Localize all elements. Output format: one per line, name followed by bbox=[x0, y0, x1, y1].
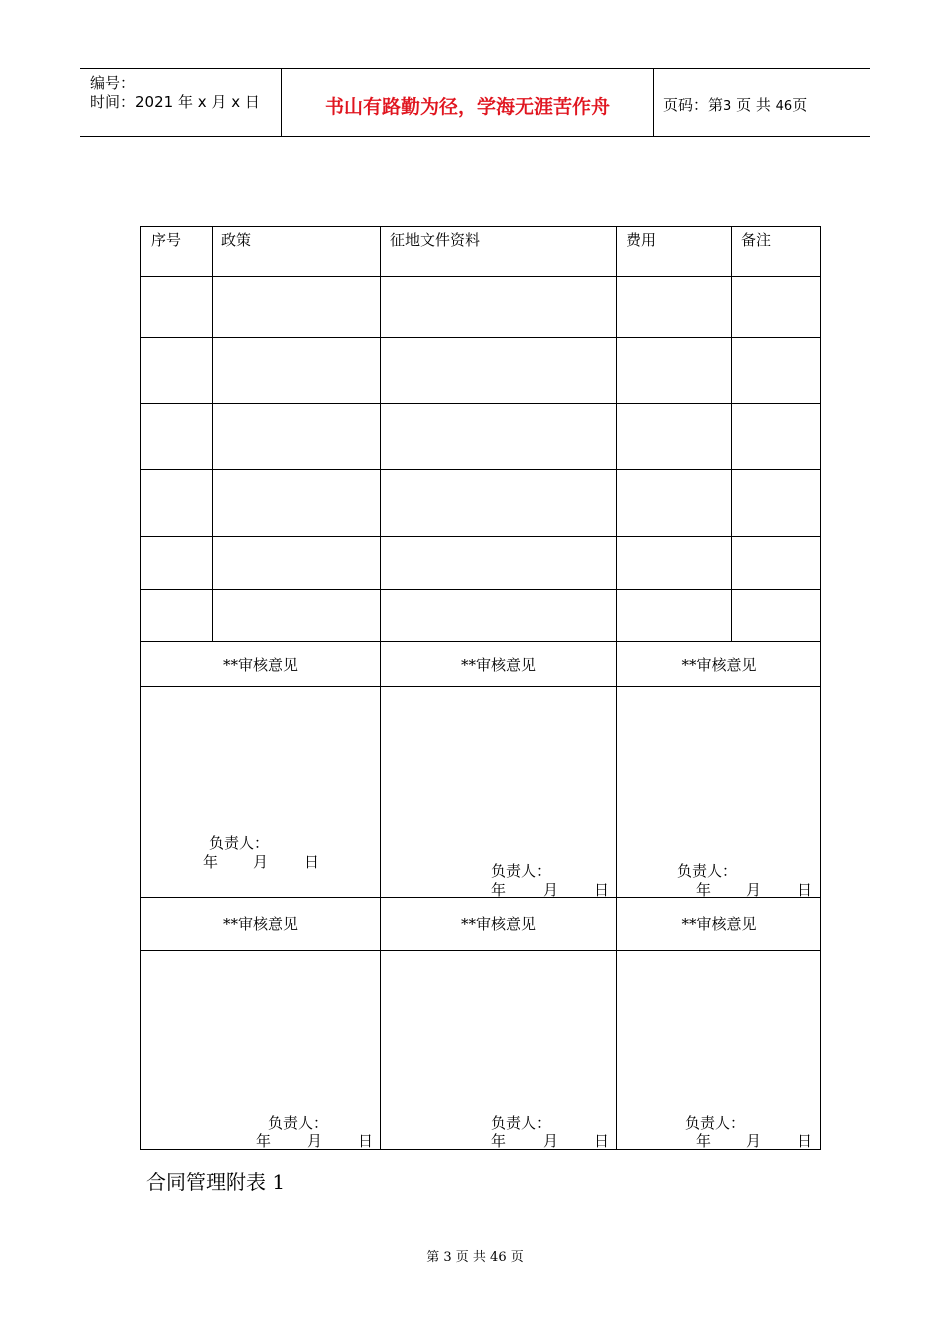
page-total: 46 bbox=[775, 99, 793, 114]
sign-month: 月 bbox=[253, 853, 269, 871]
row-divider bbox=[141, 337, 821, 338]
responsible-label: 负责人： bbox=[491, 862, 552, 880]
review-title-6: **审核意见 bbox=[681, 915, 757, 933]
sign-year: 年 bbox=[696, 881, 712, 899]
page-end: 页 bbox=[792, 96, 808, 114]
date-label: 时间： bbox=[90, 93, 136, 111]
row-divider bbox=[141, 589, 821, 590]
review-title-1: **审核意见 bbox=[222, 656, 298, 674]
sign-month: 月 bbox=[307, 1132, 323, 1150]
sign-month: 月 bbox=[543, 881, 559, 899]
date-day-unit: 日 bbox=[244, 93, 260, 111]
page-code bbox=[663, 94, 807, 115]
header-motto-cell bbox=[282, 69, 654, 136]
date-line bbox=[90, 91, 260, 112]
sign-day: 日 bbox=[358, 1132, 374, 1150]
responsible-label: 负责人： bbox=[491, 1114, 552, 1132]
motto: 书山有路勤为径，学海无涯苦作舟 bbox=[324, 96, 610, 118]
row-divider bbox=[141, 276, 821, 277]
responsible-label: 负责人： bbox=[209, 834, 270, 852]
responsible-label: 负责人： bbox=[677, 862, 738, 880]
sign-year: 年 bbox=[256, 1132, 272, 1150]
header-policy: 政策 bbox=[221, 231, 252, 249]
sign-year: 年 bbox=[696, 1132, 712, 1150]
page-current: 3 bbox=[723, 99, 732, 114]
row-divider bbox=[141, 536, 821, 537]
sign-year: 年 bbox=[203, 853, 219, 871]
sign-day: 日 bbox=[304, 853, 320, 871]
date-month-unit: 月 bbox=[211, 93, 227, 111]
review-title-5: **审核意见 bbox=[460, 915, 536, 933]
header-remarks: 备注 bbox=[741, 231, 772, 249]
col-divider bbox=[616, 227, 617, 1149]
sign-day: 日 bbox=[594, 881, 610, 899]
sign-day: 日 bbox=[594, 1132, 610, 1150]
col-divider bbox=[212, 227, 213, 641]
header-seq: 序号 bbox=[151, 231, 182, 249]
row-divider bbox=[141, 641, 821, 642]
land-acquisition-table bbox=[140, 226, 821, 1150]
col-divider bbox=[380, 227, 381, 1149]
row-divider bbox=[141, 403, 821, 404]
header-left-cell bbox=[80, 69, 282, 136]
row-divider bbox=[141, 950, 821, 951]
code-label: 编号： bbox=[90, 74, 136, 92]
review-title-2: **审核意见 bbox=[460, 656, 536, 674]
page-label: 页码：第 bbox=[663, 96, 724, 114]
sign-month: 月 bbox=[746, 1132, 762, 1150]
sign-day: 日 bbox=[797, 881, 813, 899]
sign-year: 年 bbox=[491, 1132, 507, 1150]
row-divider bbox=[141, 897, 821, 898]
date-month: x bbox=[197, 93, 207, 111]
sign-day: 日 bbox=[797, 1132, 813, 1150]
review-title-4: **审核意见 bbox=[222, 915, 298, 933]
date-year-unit: 年 bbox=[177, 93, 193, 111]
page-footer: 第 3 页 共 46 页 bbox=[426, 1250, 524, 1265]
table-caption: 合同管理附表 1 bbox=[146, 1170, 286, 1194]
sign-month: 月 bbox=[746, 881, 762, 899]
page-mid: 页 共 bbox=[736, 96, 771, 114]
header-documents: 征地文件资料 bbox=[390, 231, 481, 249]
responsible-label: 负责人： bbox=[685, 1114, 746, 1132]
sign-year: 年 bbox=[491, 881, 507, 899]
row-divider bbox=[141, 686, 821, 687]
header-cost: 费用 bbox=[626, 231, 657, 249]
row-divider bbox=[141, 469, 821, 470]
col-divider bbox=[731, 227, 732, 641]
sign-month: 月 bbox=[543, 1132, 559, 1150]
responsible-label: 负责人： bbox=[268, 1114, 329, 1132]
date-year: 2021 bbox=[135, 93, 174, 111]
review-title-3: **审核意见 bbox=[681, 656, 757, 674]
date-day: x bbox=[231, 93, 241, 111]
header-page-cell bbox=[655, 69, 870, 136]
page-header bbox=[80, 68, 870, 137]
